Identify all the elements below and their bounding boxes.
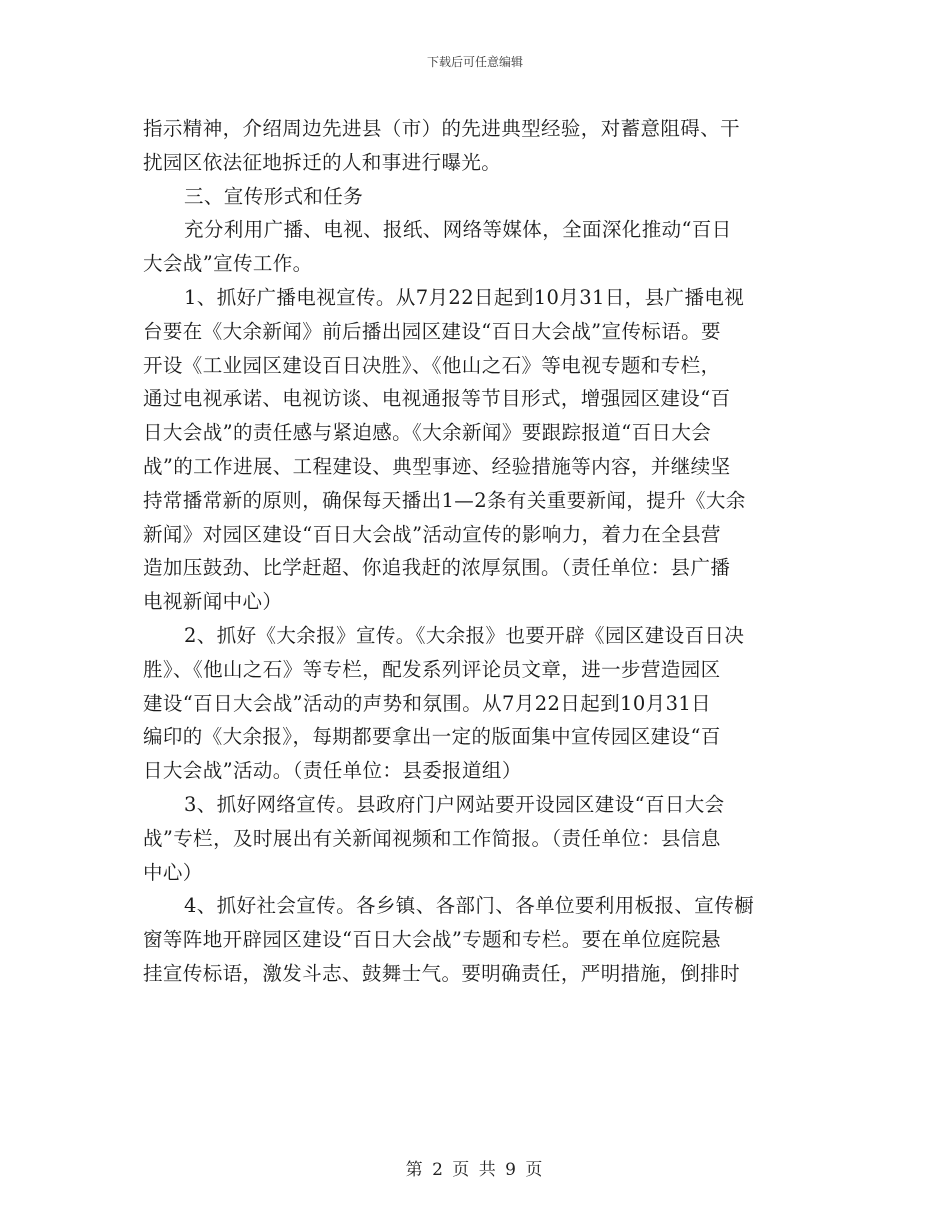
text-line: 电视新闻中心）: [143, 590, 283, 614]
text-line: 建设“百日大会战”活动的声势和氛围。从7月22日起到10月31日: [143, 691, 712, 715]
text-line: 台要在《大余新闻》前后播出园区建设“百日大会战”宣传标语。要: [143, 319, 721, 343]
text-line: 战”专栏，及时展出有关新闻视频和工作简报。（责任单位：县信息: [143, 826, 721, 850]
section-heading: 三、宣传形式和任务: [184, 184, 364, 208]
text-line: 挂宣传标语，激发斗志、鼓舞士气。要明确责任，严明措施，倒排时: [143, 961, 741, 985]
text-line: 指示精神，介绍周边先进县（市）的先进典型经验，对蓄意阻碍、干: [143, 117, 741, 140]
text-line: 通过电视承诺、电视访谈、电视通报等节目形式，增强园区建设“百: [143, 387, 731, 411]
text-line: 窗等阵地开辟园区建设“百日大会战”专题和专栏。要在单位庭院悬: [143, 928, 721, 952]
text-line: 开设《工业园区建设百日决胜》、《他山之石》等电视专题和专栏，: [143, 353, 721, 377]
document-body: [143, 112, 811, 991]
text-line: 日大会战”活动。（责任单位：县委报道组）: [143, 759, 522, 783]
text-line: 造加压鼓劲、比学赶超、你追我赶的浓厚氛围。（责任单位：县广播: [143, 556, 731, 580]
text-line: 日大会战”的责任感与紧迫感。《大余新闻》要跟踪报道“百日大会: [143, 421, 712, 445]
page-header: 下载后可任意编辑: [426, 55, 523, 69]
paragraph-start: 充分利用广播、电视、报纸、网络等媒体，全面深化推动“百日: [184, 218, 732, 242]
paragraph-start: 3、抓好网络宣传。县政府门户网站要开设园区建设“百日大会: [184, 792, 725, 816]
text-line: 胜》、《他山之石》等专栏，配发系列评论员文章，进一步营造园区: [143, 657, 721, 681]
page-number: 第 2 页 共 9 页: [405, 1160, 545, 1180]
paragraph-start: 1、抓好广播电视宣传。从7月22日起到10月31日，县广播电视: [184, 285, 745, 309]
text-line: 大会战”宣传工作。: [143, 252, 313, 276]
text-line: 新闻》对园区建设“百日大会战”活动宣传的影响力，着力在全县营: [143, 522, 721, 546]
paragraph-start: 4、抓好社会宣传。各乡镇、各部门、各单位要利用板报、宣传橱: [184, 894, 755, 918]
text-line: 编印的《大余报》，每期都要拿出一定的版面集中宣传园区建设“百: [143, 725, 721, 749]
text-line: 中心）: [143, 860, 203, 884]
text-line: 战”的工作进展、工程建设、典型事迹、经验措施等内容，并继续坚: [143, 454, 731, 478]
paragraph-start: 2、抓好《大余报》宣传。《大余报》也要开辟《园区建设百日决: [184, 623, 745, 647]
text-line: 扰园区依法征地拆迁的人和事进行曝光。: [143, 150, 502, 174]
text-line: 持常播常新的原则，确保每天播出1—2条有关重要新闻，提升《大余: [143, 488, 746, 512]
